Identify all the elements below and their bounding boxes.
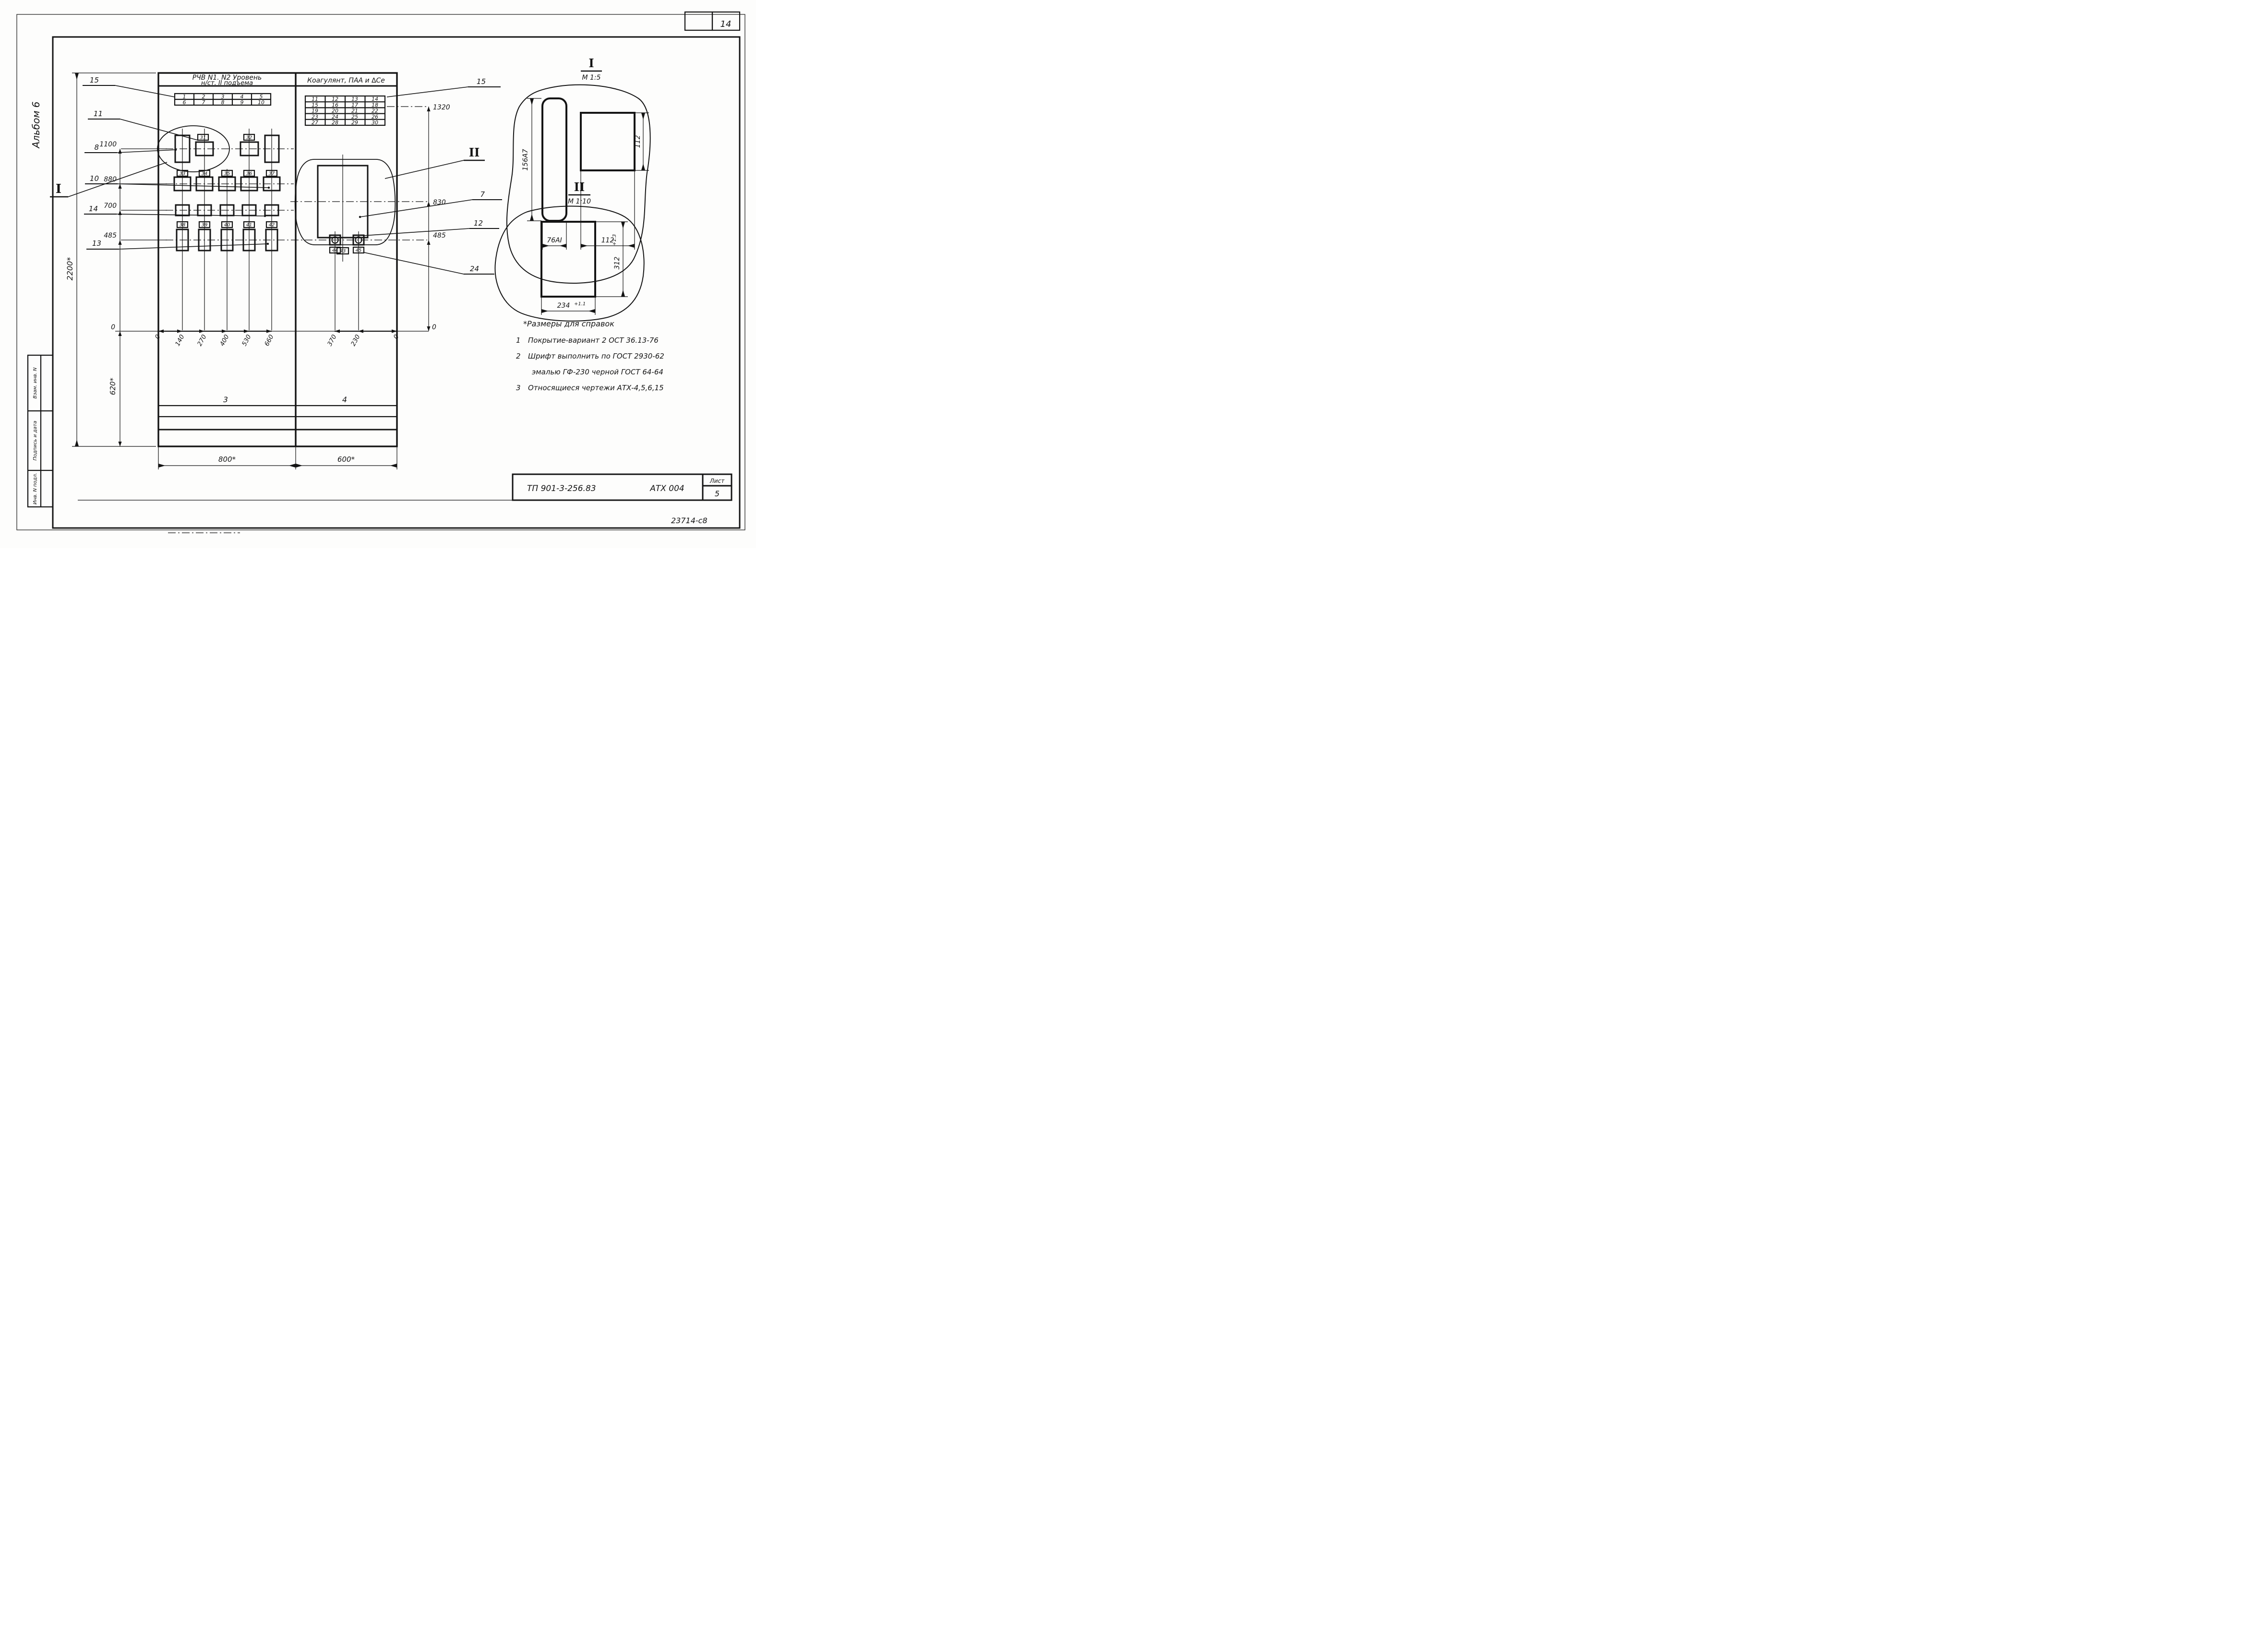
svg-text:36: 36 — [246, 171, 252, 177]
svg-text:33: 33 — [179, 171, 186, 177]
title-block — [78, 474, 732, 525]
balloon-39 — [199, 222, 210, 228]
dim-620: 620* — [108, 377, 117, 396]
note-1-num: 1 — [516, 336, 521, 345]
panel-header-left-1: РЧВ N1. N2 Уровень — [192, 74, 262, 82]
dim-0-left: 0 — [111, 324, 115, 331]
dim-312-base: 312 — [613, 256, 621, 270]
detail-mark-II: II — [468, 145, 480, 159]
panel-header-left-2: н/ст. II подъема — [201, 80, 253, 87]
note-2-text: Шрифт выполнить по ГОСТ 2930-62 — [528, 352, 664, 360]
cell: 23 — [312, 113, 318, 120]
cell: 7 — [202, 99, 205, 106]
cell: 29 — [351, 120, 358, 126]
balloon-36 — [244, 170, 254, 177]
dim-485: 485 — [104, 232, 117, 240]
callout-24: 24 — [469, 264, 479, 273]
nameplate-table-right — [305, 96, 385, 126]
stamp-cell-mid: Подпись и дата — [33, 420, 38, 461]
ord-530: 530 — [240, 333, 253, 348]
slot-cutout — [542, 98, 566, 221]
balloon-38 — [177, 222, 188, 228]
callouts-right — [359, 77, 502, 274]
cell: 4 — [240, 94, 244, 100]
notes-title: *Размеры для справок — [523, 319, 614, 328]
dim-234-base: 234 — [557, 302, 570, 310]
panel-header-right: Коагулянт, ПАА и ∆Се — [307, 77, 385, 84]
cell: 13 — [351, 96, 358, 102]
cell: 25 — [351, 113, 358, 120]
cell: 1 — [182, 94, 186, 100]
cell: 22 — [372, 108, 378, 114]
dim-700: 700 — [104, 202, 117, 210]
square-cutout — [581, 113, 635, 170]
callout-15: 15 — [89, 76, 99, 84]
cell: 28 — [332, 120, 338, 126]
detail-2-title: II — [574, 180, 585, 194]
note-2-num: 2 — [516, 352, 521, 360]
section-label-3: 3 — [223, 395, 228, 404]
dim-600: 600* — [337, 455, 355, 464]
dim-1100: 1100 — [99, 141, 117, 148]
dimensions-bottom — [115, 329, 429, 469]
note-1-text: Покрытие-вариант 2 ОСТ 36.13-76 — [528, 336, 659, 345]
svg-text:45: 45 — [355, 248, 362, 253]
balloon-35 — [222, 170, 232, 177]
ord-0: 0 — [154, 333, 162, 341]
detail-1-title: I — [588, 56, 594, 70]
ord-270: 270 — [196, 333, 208, 348]
balloon-42 — [266, 222, 277, 228]
svg-text:39: 39 — [201, 222, 208, 228]
callout-7: 7 — [480, 190, 485, 199]
dim-0-right: 0 — [432, 324, 436, 331]
cell: 21 — [351, 108, 358, 114]
dim-800: 800* — [218, 455, 236, 464]
svg-text:42: 42 — [268, 222, 275, 228]
dim-2200: 2200* — [65, 257, 74, 281]
ord-660: 660 — [263, 333, 276, 348]
balloon-41 — [244, 222, 254, 228]
callout-12: 12 — [473, 219, 483, 228]
cell: 20 — [332, 108, 338, 114]
cell: 18 — [372, 102, 378, 108]
detail-2-scale: М 1:10 — [568, 198, 591, 205]
cell: 10 — [258, 99, 264, 106]
callout-10: 10 — [89, 174, 99, 183]
dim-112-w: 112 — [601, 237, 614, 244]
callouts-left — [50, 76, 270, 249]
cell: 16 — [332, 102, 338, 108]
doc-number: ТП 901-3-256.83 — [527, 484, 596, 493]
panel-skirt — [158, 395, 397, 430]
stamp-cell-top: Взам. инв. N — [33, 367, 38, 399]
dim-1320: 1320 — [433, 104, 450, 111]
sheet-value: 5 — [714, 489, 720, 498]
cell: 26 — [372, 113, 378, 120]
dimensions-right — [427, 104, 450, 331]
cell: 17 — [351, 102, 358, 108]
note-3-text: Относящиеся чертежи АТХ-4,5,6,15 — [528, 384, 664, 392]
callout-11: 11 — [93, 109, 103, 118]
svg-text:31: 31 — [200, 135, 206, 141]
dim-880: 880 — [104, 176, 117, 183]
note-2-cont: эмалью ГФ-230 черной ГОСТ 64-64 — [532, 368, 663, 376]
dim-830: 830 — [433, 199, 446, 206]
cell: 14 — [372, 96, 378, 102]
cell: 27 — [312, 120, 318, 126]
svg-text:40: 40 — [224, 222, 230, 228]
svg-text:38: 38 — [179, 222, 186, 228]
ord-140: 140 — [174, 333, 186, 348]
album-label: Альбом 6 — [30, 101, 42, 148]
detail-view-2 — [495, 180, 644, 321]
callout-8: 8 — [94, 143, 99, 152]
detail-mark-I: I — [55, 182, 62, 196]
note-3-num: 3 — [516, 384, 521, 392]
cell: 12 — [332, 96, 338, 102]
nameplate-table-left — [175, 94, 271, 106]
dim-234-tol: +1.1 — [574, 301, 586, 307]
cell: 2 — [202, 94, 205, 100]
ord-0-right: 0 — [392, 333, 401, 341]
notes-block — [516, 319, 664, 392]
stamp-cell-bottom: Инв. N подл. — [33, 472, 38, 505]
cell: 6 — [182, 99, 186, 106]
dim-112-h: 112 — [634, 135, 642, 148]
ord-370: 370 — [326, 333, 338, 348]
detail-1-scale: М 1:5 — [582, 74, 601, 82]
ord-400: 400 — [218, 333, 231, 348]
sheet-frame — [17, 12, 745, 533]
cell: 24 — [332, 113, 338, 120]
cell: 9 — [240, 99, 244, 106]
window-cutout — [541, 222, 595, 297]
cell: 11 — [312, 96, 318, 102]
svg-text:43: 43 — [339, 249, 346, 254]
dim-485-right: 485 — [433, 232, 446, 240]
cell: 15 — [312, 102, 318, 108]
doc-code: АТХ 004 — [650, 484, 684, 493]
balloon-37 — [266, 170, 277, 177]
callout-13: 13 — [92, 239, 101, 248]
svg-text:41: 41 — [246, 222, 252, 228]
panel-front-view — [157, 73, 427, 446]
handwritten-ref: 23714-с8 — [671, 516, 708, 525]
cell: 19 — [312, 108, 318, 114]
balloon-32 — [244, 134, 254, 141]
cell: 5 — [259, 94, 263, 100]
dim-76AI: 76АI — [547, 237, 562, 244]
svg-text:34: 34 — [201, 171, 208, 177]
cell: 3 — [221, 94, 225, 100]
dimensions-left — [65, 73, 167, 446]
page-box-empty — [685, 12, 712, 30]
balloon-31 — [198, 134, 208, 141]
balloon-40 — [222, 222, 232, 228]
detail-view-1 — [507, 56, 650, 283]
svg-text:37: 37 — [268, 171, 275, 177]
sheet-label: Лист — [709, 478, 725, 484]
svg-text:35: 35 — [224, 171, 230, 177]
section-label-4: 4 — [342, 395, 348, 404]
dim-312-tol: +1.3 — [612, 234, 617, 246]
page-number: 14 — [720, 19, 732, 29]
cell: 8 — [221, 99, 225, 106]
callout-15r: 15 — [476, 77, 486, 86]
cell: 30 — [372, 120, 378, 126]
stamp-column — [28, 355, 53, 507]
drawing-sheet — [0, 0, 756, 548]
callout-14: 14 — [88, 204, 98, 213]
dim-156A7: 156А7 — [522, 149, 529, 171]
svg-text:44: 44 — [332, 248, 338, 253]
ord-230: 230 — [349, 333, 362, 348]
svg-text:32: 32 — [246, 135, 252, 141]
